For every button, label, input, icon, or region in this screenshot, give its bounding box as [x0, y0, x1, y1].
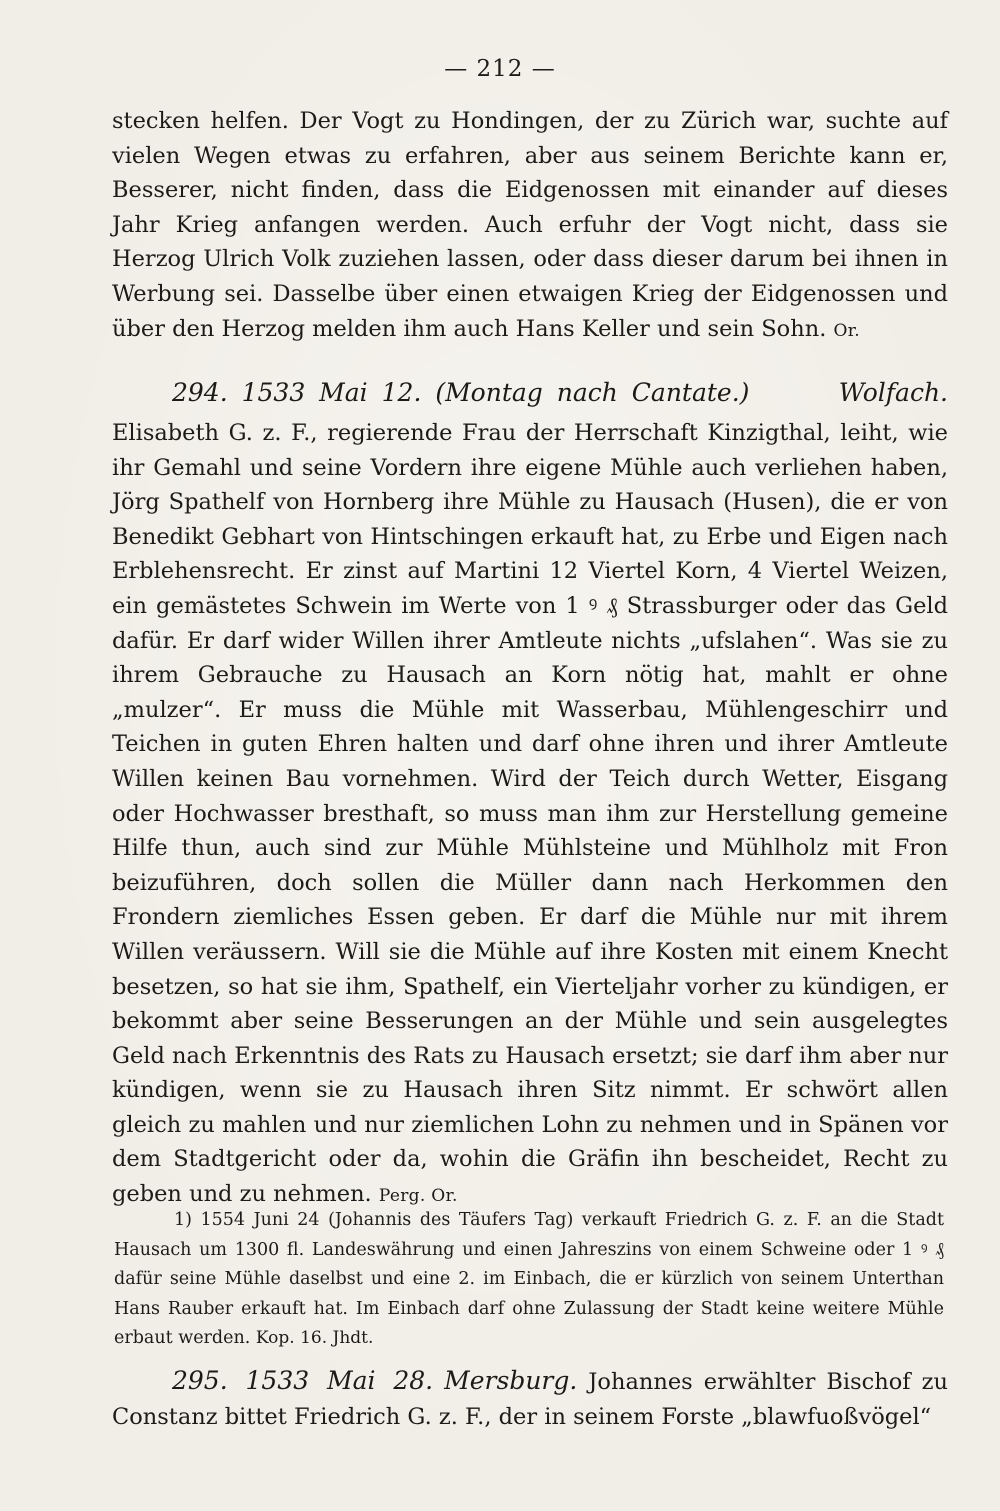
- entry-294: [112, 376, 948, 1214]
- source-note: Or.: [833, 320, 861, 341]
- entry-text: Johannes erwählter Bischof zu Constanz bittet Friedrich G. z. F., der in seinem Forste „blawfuoßvögel“: [112, 1369, 949, 1430]
- entry-295: [112, 1364, 948, 1434]
- page-number: — 212 —: [444, 56, 556, 82]
- entry-heading: [172, 376, 948, 416]
- entry-heading-place: Mersburg.: [444, 1366, 578, 1395]
- entry-heading-date: 294. 1533 Mai 12. (Montag nach Cantate.): [172, 378, 750, 407]
- footnote-text: 1) 1554 Juni 24 (Johannis des Täufers Tag) verkauft Friedrich G. z. F. an die Stadt Hausach um 1300 fl. Landeswährung und einen Jahreszins von einem Schweine oder 1 ꝰ ₰ dafür seine Mühle daselbst und eine 2. im Einbach, die er kürzlich von seinem Unterthan Hans Rauber erkauft hat. Im Einbach darf ohne Zulassung der Stadt keine weitere Mühle erbaut werden.: [114, 1210, 944, 1348]
- footnote-source: Kop. 16. Jhdt.: [255, 1328, 374, 1348]
- footnote: [114, 1206, 944, 1354]
- entry-text: Elisabeth G. z. F., regierende Frau der Herrschaft Kinzigthal, leiht, wie ihr Gemahl und seine Vordern ihre eigene Mühle auch verliehen haben, Jörg Spathelf von Hornberg ihre Mühle zu Hausach (Husen), die er von Benedikt Gebhart von Hintschingen erkauft hat, zu Erbe und Eigen nach Erblehensrecht. Er zinst auf Martini 12 Viertel Korn, 4 Viertel Weizen, ein gemästetes Schwein im Werte von 1 ꝰ ₰ Strassburger oder das Geld dafür. Er darf wider Willen ihrer Amtleute nichts „ufslahen“. Was sie zu ihrem Gebrauche zu Hausach an Korn nötig hat, mahlt er ohne „mulzer“. Er muss die Mühle mit Wasserbau, Mühlengeschirr und Teichen in guten Ehren halten und darf ohne ihren und ihrer Amtleute Willen keinen Bau vornehmen. Wird der Teich durch Wetter, Eisgang oder Hochwasser bresthaft, so muss man ihm zur Herstellung gemeine Hilfe thun, auch sind zur Mühle Mühlsteine und Mühlholz mit Fron beizuführen, doch sollen die Müller dann nach Herkommen den Frondern ziemliches Essen geben. Er darf die Mühle nur mit ihrem Willen veräussern. Will sie die Mühle auf ihre Kosten mit einem Knecht besetzen, so hat sie ihm, Spathelf, ein Vierteljahr vorher zu kündigen, er bekommt aber seine Besserungen an der Mühle und sein ausgelegtes Geld nach Erkenntnis des Rats zu Hausach ersetzt; sie darf ihm aber nur kündigen, wenn sie zu Hausach ihren Sitz nimmt. Er schwört allen gleich zu mahlen und nur ziemlichen Lohn zu nehmen und in Spänen vor dem Stadtgericht oder da, wohin die Gräfin ihn bescheidet, Recht zu geben und zu nehmen.: [112, 420, 948, 1208]
- continued-paragraph: [112, 104, 948, 348]
- entry-heading-date: 295. 1533 Mai 28.: [172, 1366, 434, 1395]
- paragraph-text: stecken helfen. Der Vogt zu Hondingen, der zu Zürich war, suchte auf vielen Wegen etwas zu erfahren, aber aus seinem Berichte kann er, Besserer, nicht finden, dass die Eidgenossen mit einander auf dieses Jahr Krieg anfangen werden. Auch erfuhr der Vogt nicht, dass sie Herzog Ulrich Volk zuziehen lassen, oder dass dieser darum bei ihnen in Werbung sei. Dasselbe über einen etwaigen Krieg der Eidgenossen und über den Herzog melden ihm auch Hans Keller und sein Sohn.: [112, 108, 948, 342]
- source-note: Perg. Or.: [378, 1186, 458, 1207]
- entry-heading-place: Wolfach.: [838, 378, 948, 407]
